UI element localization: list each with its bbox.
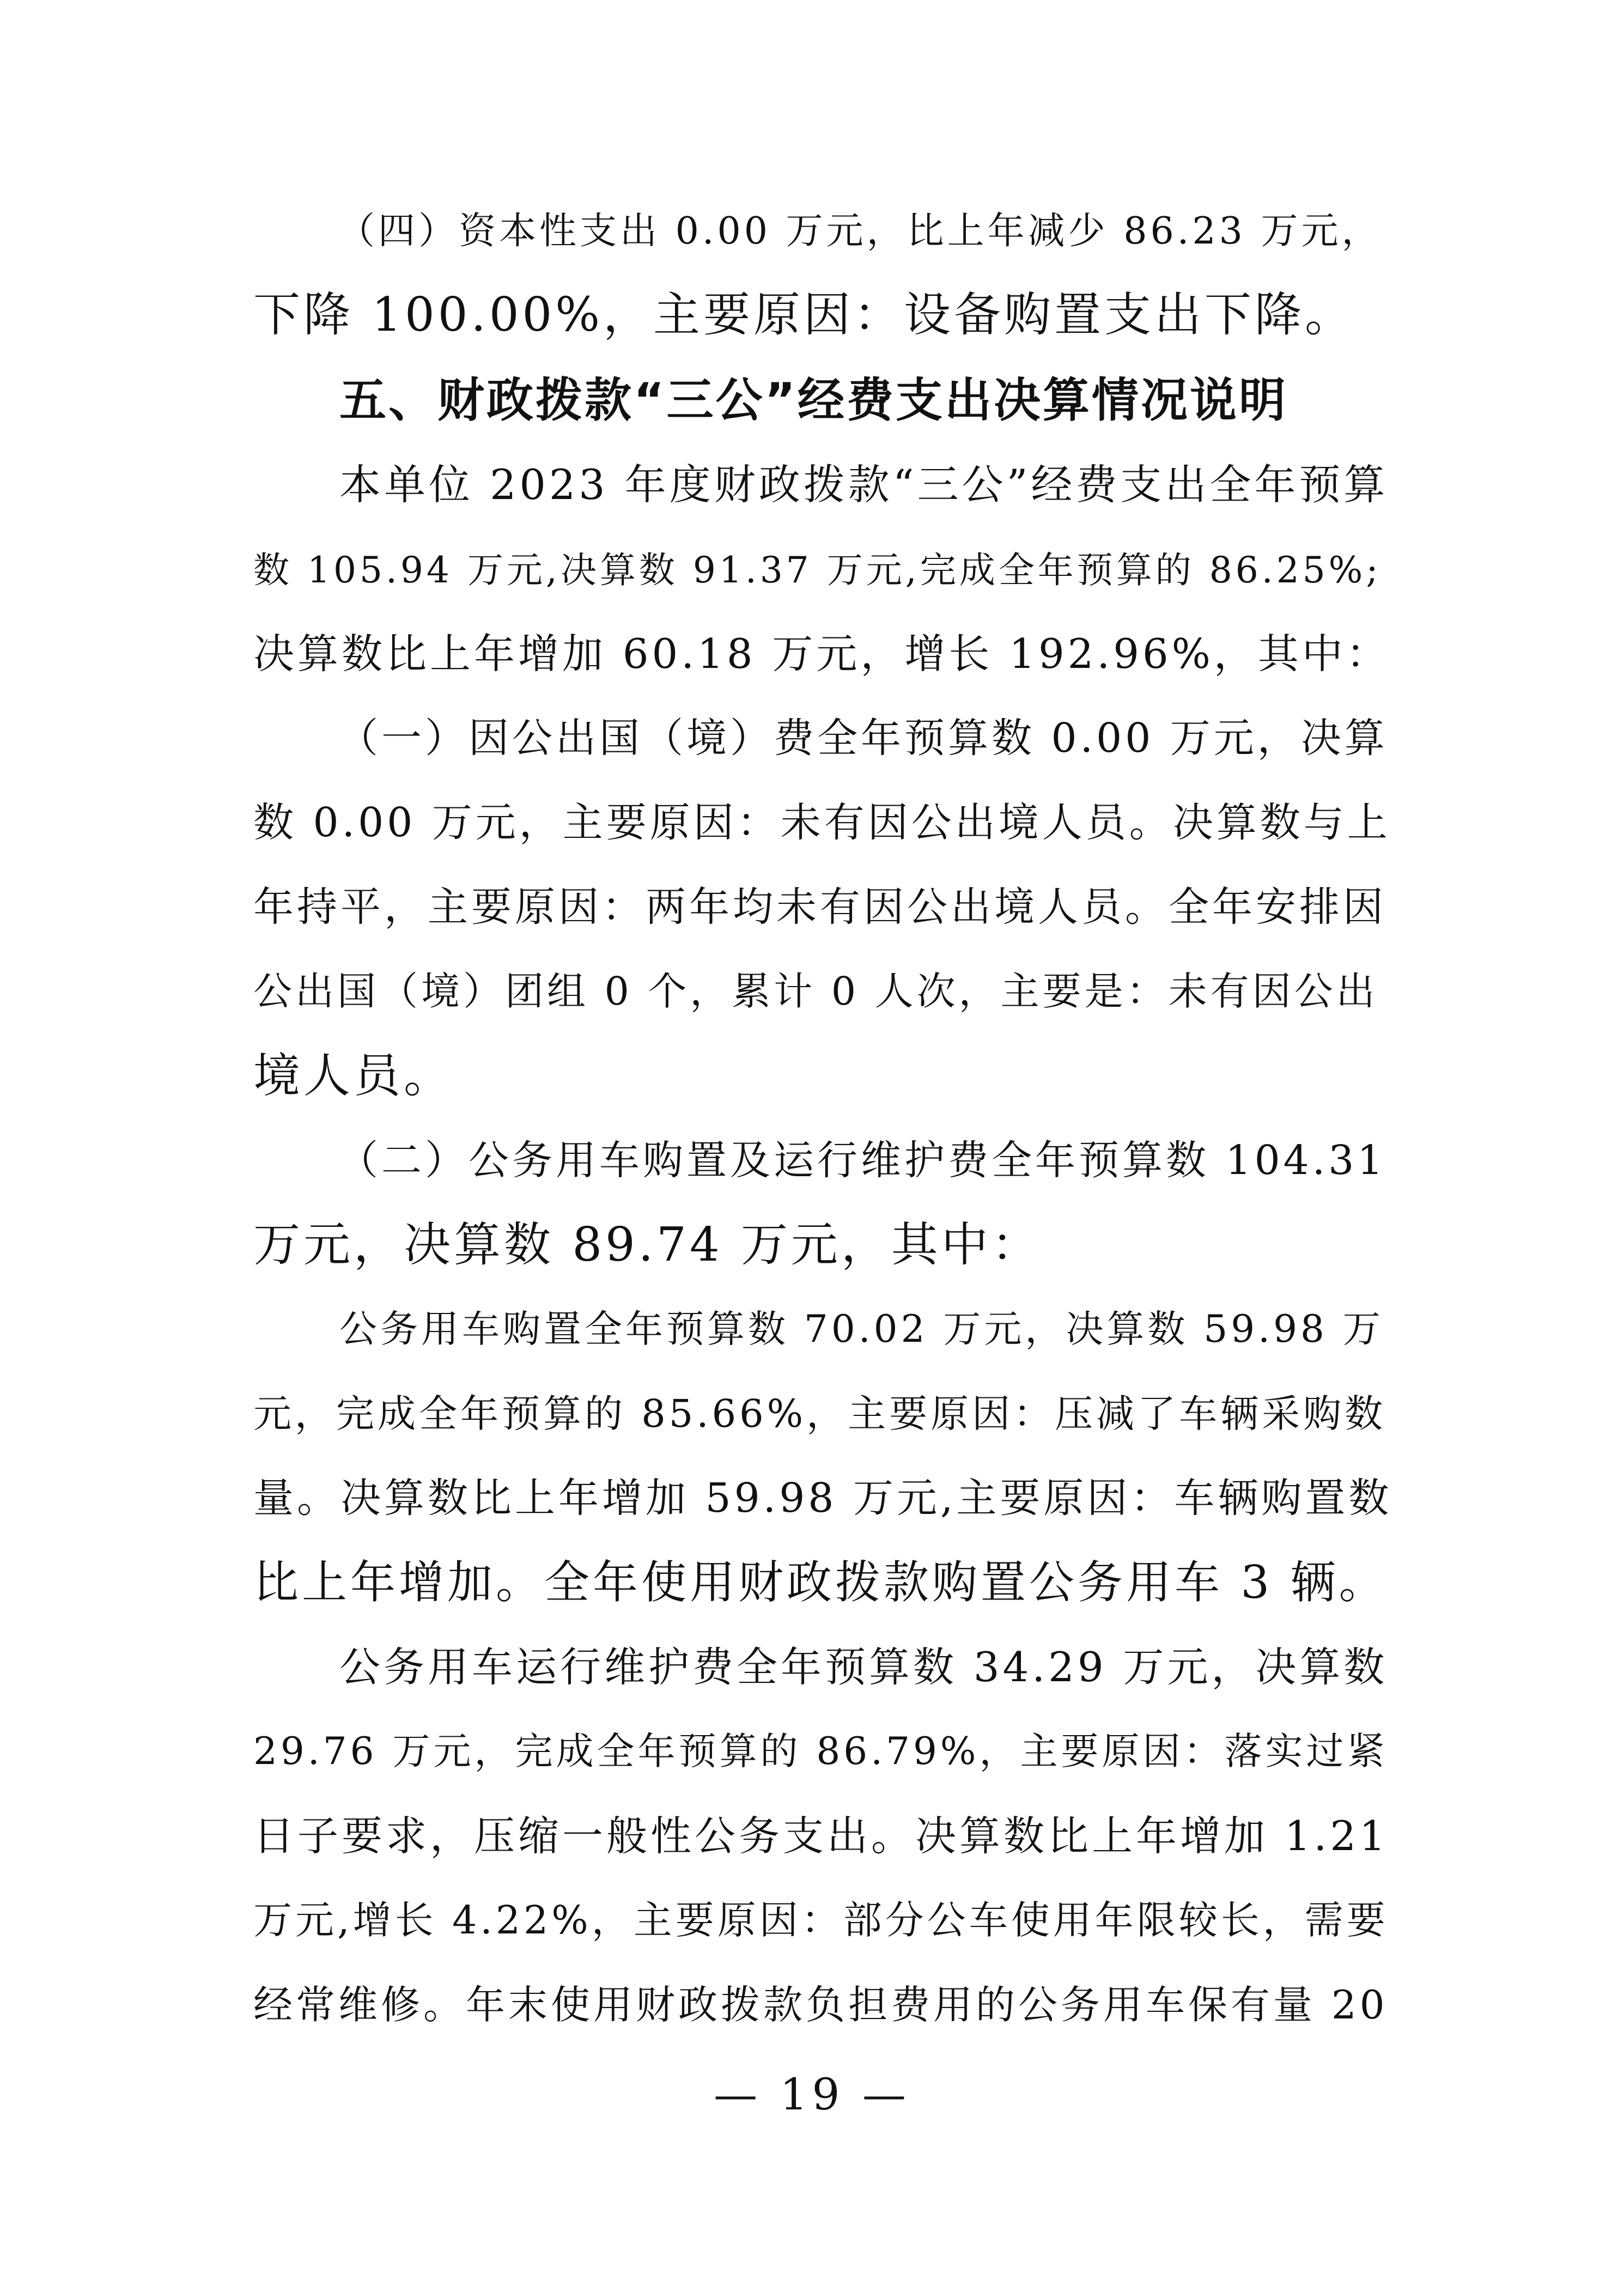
paragraph-line: 比上年增加。全年使用财政拨款购置公务用车 3 辆。 xyxy=(253,1556,1388,1609)
paragraph-line: 元，完成全年预算的 85.66%，主要原因：压减了车辆采购数 xyxy=(253,1391,1386,1436)
paragraph-line: 公出国（境）团组 0 个，累计 0 人次，主要是：未有因公出 xyxy=(253,969,1378,1014)
page-number: — 19 — xyxy=(714,2069,910,2120)
paragraph-line: 决算数比上年增加 60.18 万元，增长 192.96%，其中： xyxy=(253,630,1390,678)
paragraph-line: 下降 100.00%，主要原因：设备购置支出下降。 xyxy=(253,288,1355,342)
paragraph-line: 数 0.00 万元，主要原因：未有因公出境人员。决算数与上 xyxy=(253,799,1391,846)
paragraph-line: 量。决算数比上年增加 59.98 万元,主要原因：车辆购置数 xyxy=(253,1475,1392,1522)
section-heading: 五、财政拨款“三公”经费支出决算情况说明 xyxy=(339,373,1288,428)
paragraph-line: 境人员。 xyxy=(253,1049,454,1103)
paragraph-line: （一）因公出国（境）费全年预算数 0.00 万元，决算 xyxy=(338,715,1388,762)
paragraph-line: 本单位 2023 年度财政拨款“三公”经费支出全年预算 xyxy=(339,460,1389,509)
paragraph-line: （二）公务用车购置及运行维护费全年预算数 104.31 xyxy=(338,1137,1386,1184)
paragraph-line: 29.76 万元，完成全年预算的 86.79%，主要原因：落实过紧 xyxy=(253,1730,1388,1773)
paragraph-line: 万元,增长 4.22%，主要原因：部分公车使用年限较长，需要 xyxy=(253,1897,1389,1943)
paragraph-line: 数 105.94 万元,决算数 91.37 万元,完成全年预算的 86.25%; xyxy=(253,549,1382,591)
paragraph-line: 日子要求，压缩一般性公务支出。决算数比上年增加 1.21 xyxy=(253,1812,1389,1860)
paragraph-line: 年持平，主要原因：两年均未有因公出境人员。全年安排因 xyxy=(253,884,1386,930)
paragraph-line: （四）资本性支出 0.00 万元，比上年减少 86.23 万元， xyxy=(338,210,1382,253)
paragraph-line: 万元，决算数 89.74 万元，其中： xyxy=(253,1218,1042,1272)
paragraph-line: 经常维修。年末使用财政拨款负担费用的公务用车保有量 20 xyxy=(253,1982,1388,2028)
paragraph-line: 公务用车运行维护费全年预算数 34.29 万元，决算数 xyxy=(339,1643,1388,1691)
paragraph-line: 公务用车购置全年预算数 70.02 万元，决算数 59.98 万 xyxy=(339,1307,1384,1351)
